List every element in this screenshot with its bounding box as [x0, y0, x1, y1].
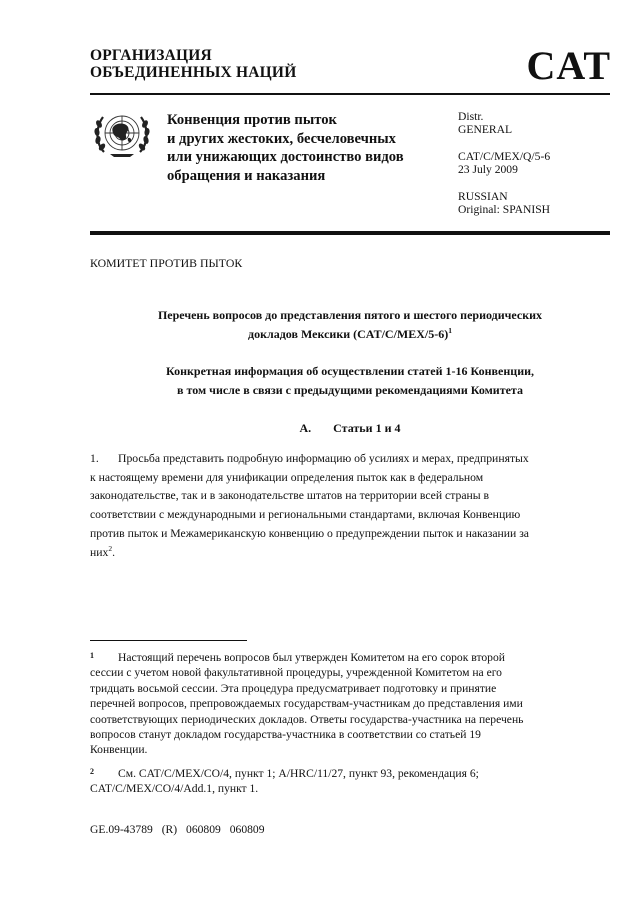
document-metadata [458, 110, 550, 216]
footnote-1: 1 Настоящий перечень вопросов был утвержден Комитетом на его сорок второй сессии с учетом новой факультативной процедуры, учрежденной Комитетом на его тридцать восьмой сессии. Эта процедура предусматривает подготовку и принятие перечней вопросов, препровождаемых государствам-участникам до представления ими соответствующих периодических докладов. Ответы государства-участника на перечень вопросов станут докладом государства-участника в соответствии со статьей 19 Конвенции. [90, 651, 524, 757]
footnote-mark: 2 [90, 767, 94, 776]
section-heading [90, 419, 610, 438]
subtitle-line-1: Конкретная информация об осуществлении статей 1-16 Конвенции, [165, 364, 535, 378]
section-title: Статьи 1 и 4 [333, 421, 401, 435]
header-bottom-rule [90, 231, 610, 235]
header-rule [90, 93, 610, 95]
un-emblem-icon [92, 108, 152, 162]
section-letter: A. [299, 421, 312, 435]
convention-line: или унижающих достоинство видов [167, 149, 404, 166]
convention-line: и других жестоких, бесчеловечных [167, 130, 396, 147]
footnote-separator [90, 640, 247, 641]
title-line-2: докладов Мексики $(CAT/C/MEX/5-6)^1$ [248, 325, 452, 341]
document-title [90, 306, 610, 343]
distribution-label: Distr. [458, 110, 484, 123]
document-symbol: CAT/C/MEX/Q/5-6 [458, 150, 551, 163]
paragraph-1: 1. Просьба представить подробную информацию об усилиях и мерах, предпринятых к настоящему времени для унификации определения пыток как в федеральном законодательстве, так и в законодательстве штатов на территории всей страны в соответствии с международными и региональными стандартами, включая Конвенцию против пыток и Межамериканскую конвенцию о предупреждении пыток и наказании за них$^2$. [90, 452, 529, 559]
footnote-ref-1[interactable]: 1 [448, 325, 452, 335]
organization-name [90, 47, 296, 81]
footnote-ref-2[interactable]: 2 [108, 543, 113, 553]
convention-line: Конвенция против пыток [167, 112, 337, 128]
subtitle-line-2: в том числе в связи с предыдущими рекомендациями Комитета [177, 382, 523, 397]
footnote-2: 2 См. CAT/C/MEX/CO/4, пункт 1; A/HRC/11/27, пункт 93, рекомендация 6; CAT/C/MEX/CO/4/Add.1, пункт 1. [90, 767, 479, 796]
convention-title [167, 111, 404, 185]
job-number: GE.09-43789 (R) 060809 060809 [90, 823, 265, 836]
organization-line-2: ОБЪЕДИНЕННЫХ НАЦИЙ [90, 64, 297, 81]
title-line-1: Перечень вопросов до представления пятого и шестого периодических [157, 308, 543, 322]
convention-line: обращения и наказания [167, 167, 326, 184]
distribution-value: GENERAL [458, 123, 513, 136]
committee-name: КОМИТЕТ ПРОТИВ ПЫТОК [90, 256, 243, 270]
original-language: Original: SPANISH [458, 203, 551, 216]
footnote-mark: 1 [90, 651, 94, 660]
document-series-symbol: CAT [526, 43, 611, 88]
paragraph-number: 1. [90, 452, 99, 465]
document-subtitle [90, 362, 610, 399]
document-date: 23 July 2009 [458, 163, 518, 176]
organization-line-1: ОРГАНИЗАЦИЯ [90, 47, 212, 64]
document-language: RUSSIAN [458, 190, 508, 203]
